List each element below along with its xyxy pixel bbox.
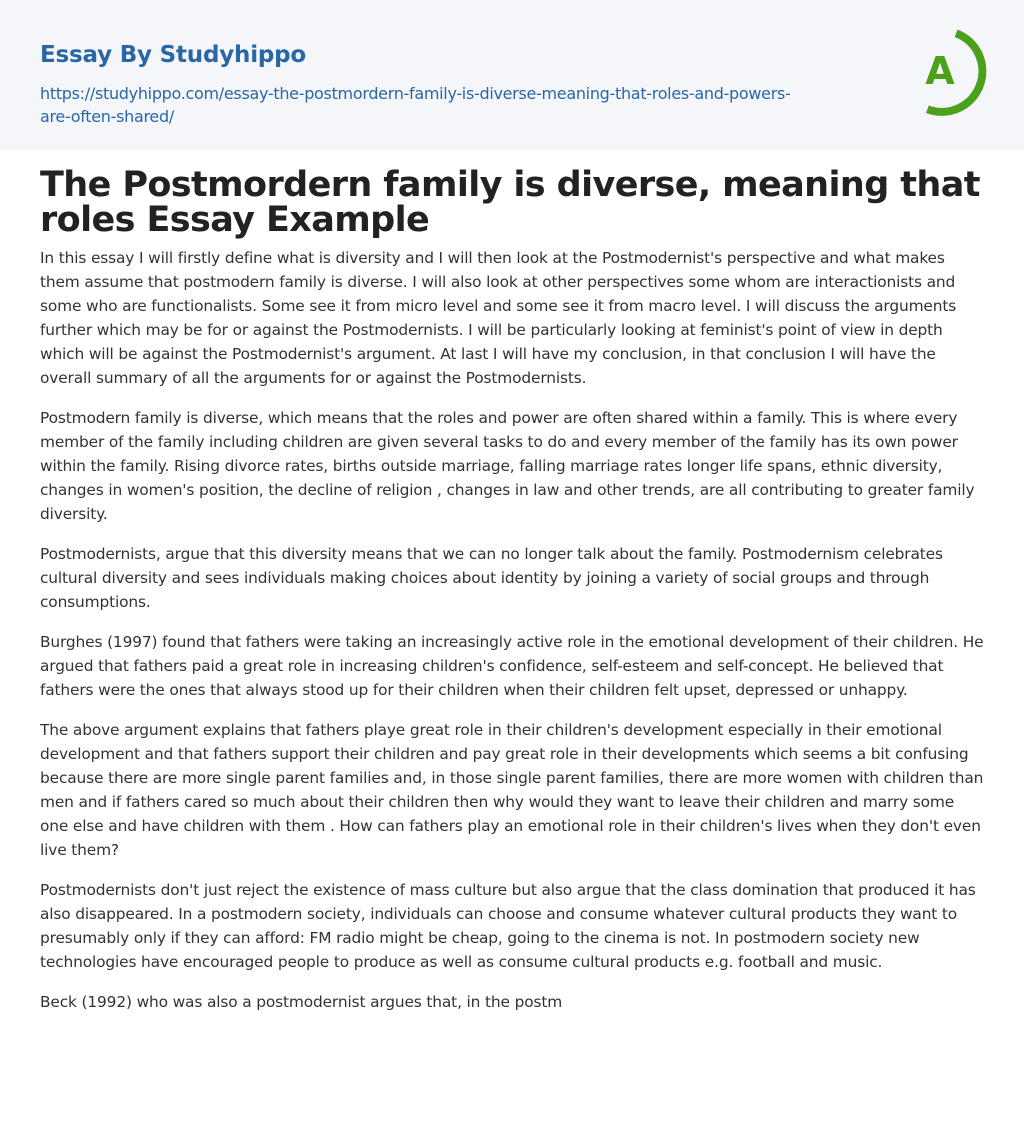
logo-letter: A: [925, 49, 955, 93]
paragraph: Postmodern family is diverse, which means that the roles and power are often shared within a family. This is where every member of the family including children are given several tasks to do and every member of the family has its own power within the family. Rising divorce rates, births outside marriage, falling marriage rates longer life spans, ethnic diversity, changes in women's position, the decline of religion , changes in law and other trends, are all contributing to greater family diversity.: [40, 409, 975, 523]
paragraph: Postmodernists, argue that this diversity means that we can no longer talk about the family. Postmodernism celebrates cultural diversity and sees individuals making choices about identity by joining a variety of social groups and through consumptions.: [40, 545, 943, 611]
paragraph: In this essay I will firstly define what is diversity and I will then look at the Postmodernist's perspective and what makes them assume that postmodern family is diverse. I will also look at other perspectives some whom are interactionists and some who are functionalists. Some see it from micro level and some see it from macro level. I will discuss the arguments further which may be for or against the Postmodernists. I will be particularly looking at feminist's point of view in depth which will be against the Postmodernist's argument. At last I will have my conclusion, in that conclusion I will have the overall summary of all the arguments for or against the Postmodernists.: [40, 249, 957, 387]
page-title: The Postmordern family is diverse, meaning that roles Essay Example: [40, 165, 980, 240]
studyhippo-logo-icon[interactable]: [908, 28, 988, 116]
paragraph: The above argument explains that fathers playe great role in their children's development especially in their emotional development and that fathers support their children and pay great role in their developments which seems a bit confusing because there are more single parent families and, in those single parent families, there are more women with children than men and if fathers cared so much about their children then why would they want to leave their children and marry some one else and have children with them . How can fathers play an emotional role in their children's lives when they don't even live them?: [40, 721, 984, 859]
source-link[interactable]: https://studyhippo.com/essay-the-postmordern-family-is-diverse-meaning-that-roles-and-powers-are-often-shared/: [40, 84, 791, 126]
site-title[interactable]: Essay By Studyhippo: [40, 42, 307, 68]
site-header: [0, 0, 1024, 150]
paragraph: Postmodernists don't just reject the existence of mass culture but also argue that the class domination that produced it has also disappeared. In a postmodern society, individuals can choose and consume whatever cultural products they want to presumably only if they can afford: FM radio might be cheap, going to the cinema is not. In postmodern society new technologies have encouraged people to produce as well as consume cultural products e.g. football and music.: [40, 881, 976, 971]
paragraph: Beck (1992) who was also a postmodernist argues that, in the postm: [40, 993, 563, 1011]
article: [40, 165, 984, 1030]
paragraph: Burghes (1997) found that fathers were taking an increasingly active role in the emotional development of their children. He argued that fathers paid a great role in increasing children's confidence, self-esteem and self-concept. He believed that fathers were the ones that always stood up for their children when their children felt upset, depressed or unhappy.: [40, 633, 984, 699]
